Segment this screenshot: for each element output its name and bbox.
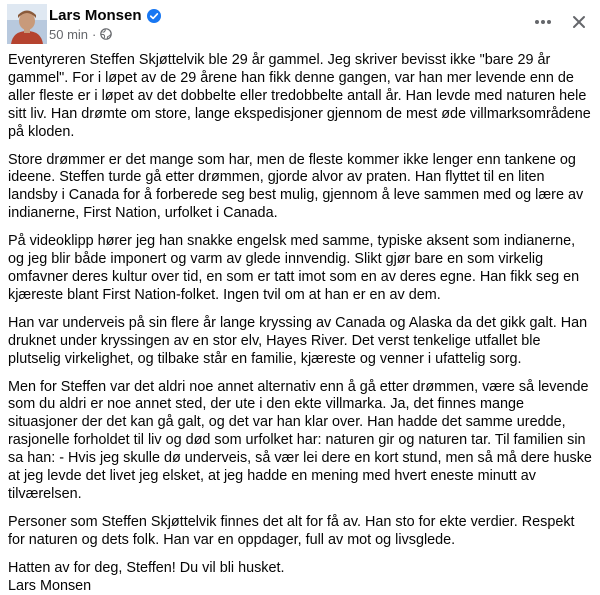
author-name[interactable]: Lars Monsen — [49, 7, 142, 24]
more-options-button[interactable] — [529, 8, 557, 36]
meta-separator: · — [92, 26, 97, 42]
close-icon — [570, 13, 588, 31]
post-paragraph: Men for Steffen var det aldri noe annet alternativ enn å gå etter drømmen, være så levende som du aldri er noe annet sted, der ute i den ekte villmarka. Ja, det finnes mange situasjoner der det kan gå galt, og det var han klar over. Han hadde det samme uredde, rasjonelle forholdet til liv og død som urfolket har: naturen gir og naturen tar. Til familien sin sa han: - Hvis jeg skulle dø underveis, så vær lei dere en kort stund, men så må dere huske at jeg levde det livet jeg elsket, at jeg hadde en mening med hvert eneste minutt av tilværelsen. — [8, 378, 596, 502]
post-body — [8, 52, 596, 595]
avatar-photo — [7, 4, 47, 44]
post-paragraph: Store drømmer er det mange som har, men de fleste kommer ikke lenger enn tankene og ideene. Steffen turde gå etter drømmen, gjorde alvor av praten. Han flyttet til en liten landsby i Canada for å forberede seg best mulig, gjennom å leve sammen med og lære av indianerne, First Nation, urfolket i Canada. — [8, 151, 588, 222]
post-paragraph: På videoklipp hører jeg han snakke engelsk med samme, typiske aksent som indianerne, og jeg blir både imponert og varm av glede innvendig. Slikt gjør bare en som virkelig omfavner deres kultur over tid, en som er tatt imot som en av deres egne. Han fikk seg en kjæreste blant First Nation-folket. Ingen tvil om at han er en av dem. — [8, 233, 584, 303]
verified-badge-icon — [147, 9, 161, 23]
post-paragraph: Eventyreren Steffen Skjøttelvik ble 29 år gammel. Jeg skriver bevisst ikke "bare 29 år gammel". For i løpet av de 29 årene han fikk denne gangen, var han mer levende enn de aller fleste er i løpet av det dobbelte eller tredobbelte antall år. Han levde med naturen hele sitt liv. Han drømte om store, lange ekspedisjoner gjennom de mest øde villmarksområdene på kloden. — [8, 52, 595, 140]
close-post-button[interactable] — [565, 8, 593, 36]
post-meta — [49, 26, 112, 42]
header-actions — [529, 8, 593, 36]
post-header — [7, 4, 593, 44]
post-paragraph: Han var underveis på sin flere år lange kryssing av Canada og Alaska da det gikk galt. Han druknet under kryssingen av en stor elv, Hayes River. Det verst tenkelige utfallet ble plutselig virkelighet, og tilbake står en familie, kjæreste og venner i ufattelig sorg. — [8, 314, 592, 367]
post-paragraph: Personer som Steffen Skjøttelvik finnes det alt for få av. Han sto for ekte verdier. Respekt for naturen og dets folk. Han var en oppdager, full av mot og livsglede. — [8, 513, 579, 548]
more-horizontal-icon — [533, 12, 553, 32]
author-line — [49, 6, 161, 26]
author-avatar[interactable] — [7, 4, 47, 44]
globe-icon[interactable] — [100, 28, 112, 40]
post-timestamp[interactable]: 50 min — [49, 26, 89, 42]
post-signoff: Hatten av for deg, Steffen! Du vil bli husket. Lars Monsen — [8, 559, 285, 594]
